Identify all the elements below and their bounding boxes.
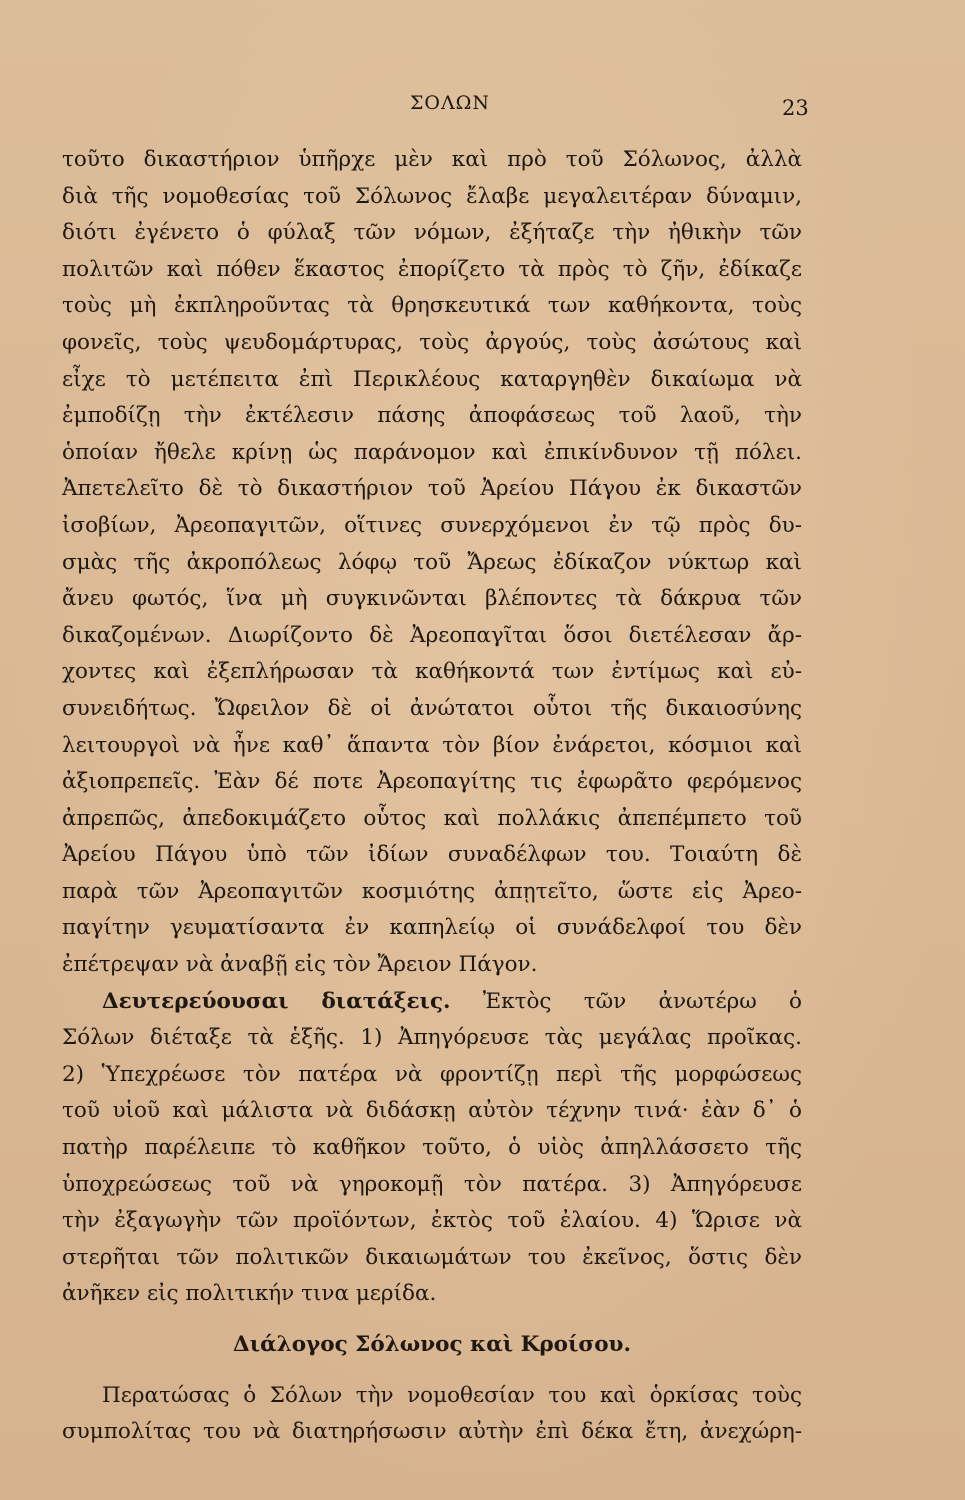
text-line: στερῆται τῶν πολιτικῶν δικαιωμάτων του ἐκεῖνος, ὅστις δὲν — [62, 1244, 802, 1270]
text-line: πολιτῶν καὶ πόθεν ἕκαστος ἐπορίζετο τὰ πρὸς τὸ ζῆν, ἐδίκαζε — [62, 256, 802, 282]
section-gap — [62, 1313, 802, 1327]
text-line: ἀπρεπῶς, ἀπεδοκιμάζετο οὗτος καὶ πολλάκις ἀπεπέμπετο τοῦ — [62, 805, 802, 831]
section-heading-inline: Δευτερεύουσαι διατάξεις. — [102, 988, 451, 1014]
text-line: ὑποχρεώσεως τοῦ νὰ γηροκομῇ τὸν πατέρα. 3) Ἀπηγόρευσε — [62, 1171, 802, 1197]
text-fragment: Ἐκτὸς τῶν ἀνωτέρω ὁ — [482, 988, 802, 1014]
text-line: Περατώσας ὁ Σόλων τὴν νομοθεσίαν του καὶ ὁρκίσας τοὺς — [102, 1382, 802, 1408]
text-line: συμπολίτας του νὰ διατηρήσωσιν αὐτὴν ἐπὶ δέκα ἔτη, ἀνεχώρη- — [62, 1419, 802, 1445]
text-line: ἀνῆκεν εἰς πολιτικήν τινα μερίδα. — [62, 1281, 437, 1307]
text-line: Σόλων διέταξε τὰ ἑξῆς. 1) Ἀπηγόρευσε τὰς μεγάλας προῖκας. — [62, 1025, 802, 1051]
text-line: ἀξιοπρεπεῖς. Ἐὰν δέ ποτε Ἀρεοπαγίτης τις ἐφωρᾶτο φερόμενος — [62, 769, 802, 795]
text-line: χοντες καὶ ἐξεπλήρωσαν τὰ καθήκοντά των ἐντίμως καὶ εὐ- — [62, 659, 802, 685]
text-line: τοῦ υἱοῦ καὶ μάλιστα νὰ διδάσκῃ αὐτὸν τέχνην τινά· ἐὰν δ᾽ ὁ — [62, 1098, 802, 1124]
text-line: ὁποίαν ἤθελε κρίνῃ ὡς παράνομον καὶ ἐπικίνδυνον τῇ πόλει. — [62, 439, 802, 465]
text-line: ἄνευ φωτός, ἵνα μὴ συγκινῶνται βλέποντες τὰ δάκρυα τῶν — [62, 586, 802, 612]
text-line: δικαζομένων. Διωρίζοντο δὲ Ἀρεοπαγῖται ὅσοι διετέλεσαν ἄρ- — [62, 622, 802, 648]
text-line: παρὰ τῶν Ἀρεοπαγιτῶν κοσμιότης ἀπῃτεῖτο, ὥστε εἰς Ἀρεο- — [62, 878, 802, 904]
body-text — [62, 142, 802, 1451]
text-line: πατὴρ παρέλειπε τὸ καθῆκον τοῦτο, ὁ υἱὸς ἀπηλλάσσετο τῆς — [62, 1135, 802, 1161]
text-line: φονεῖς, τοὺς ψευδομάρτυρας, τοὺς ἀργούς, τοὺς ἀσώτους καὶ — [62, 329, 802, 355]
text-line: ἰσοβίων, Ἀρεοπαγιτῶν, οἵτινες συνερχόμενοι ἐν τῷ πρὸς δυ- — [62, 512, 802, 538]
text-line: συνειδήτως. Ὤφειλον δὲ οἱ ἀνώτατοι οὗτοι τῆς δικαιοσύνης — [62, 695, 802, 721]
text-line: Ἀρείου Πάγου ὑπὸ τῶν ἰδίων συναδέλφων του. Τοιαύτη δὲ — [62, 842, 802, 868]
text-line: 2) Ὑπεχρέωσε τὸν πατέρα νὰ φροντίζῃ περὶ τῆς μορφώσεως — [62, 1061, 802, 1087]
running-header-title: ΣΟΛΩΝ — [409, 92, 491, 114]
text-line: ἐπέτρεψαν νὰ ἀναβῇ εἰς τὸν Ἄρειον Πάγον. — [62, 952, 538, 978]
text-line: διὰ τῆς νομοθεσίας τοῦ Σόλωνος ἔλαβε μεγαλειτέραν δύναμιν, — [62, 183, 802, 209]
text-line: Ἀπετελεῖτο δὲ τὸ δικαστήριον τοῦ Ἀρείου Πάγου ἐκ δικαστῶν — [62, 476, 802, 502]
text-line: τὴν ἐξαγωγὴν τῶν προϊόντων, ἐκτὸς τοῦ ἐλαίου. 4) Ὥρισε νὰ — [62, 1208, 802, 1234]
text-line: τοῦτο δικαστήριον ὑπῆρχε μὲν καὶ πρὸ τοῦ Σόλωνος, ἀλλὰ — [62, 147, 802, 172]
text-line: παγίτην γευματίσαντα ἐν καπηλείῳ οἱ συνάδελφοί του δὲν — [62, 915, 802, 941]
section-gap — [62, 1364, 802, 1378]
text-line: εἶχε τὸ μετέπειτα ἐπὶ Περικλέους καταργηθὲν δικαίωμα νὰ — [62, 366, 802, 392]
text-line: διότι ἐγένετο ὁ φύλαξ τῶν νόμων, ἐξήταζε τὴν ἠθικὴν τῶν — [62, 220, 802, 246]
text-line: ἐμποδίζῃ τὴν ἐκτέλεσιν πάσης ἀποφάσεως τοῦ λαοῦ, τὴν — [62, 403, 802, 429]
section-heading-line — [62, 984, 802, 1021]
page-number: 23 — [782, 96, 809, 120]
text-line: σμὰς τῆς ἀκροπόλεως λόφῳ τοῦ Ἄρεως ἐδίκαζον νύκτωρ καὶ — [62, 549, 802, 575]
section-heading: Διάλογος Σόλωνος καὶ Κροίσου. — [233, 1332, 631, 1357]
text-line: τοὺς μὴ ἐκπληροῦντας τὰ θρησκευτικά των καθήκοντα, τοὺς — [62, 293, 802, 319]
text-line: λειτουργοὶ νὰ ἦνε καθ᾽ ἅπαντα τὸν βίον ἐνάρετοι, κόσμιοι καὶ — [62, 732, 802, 758]
